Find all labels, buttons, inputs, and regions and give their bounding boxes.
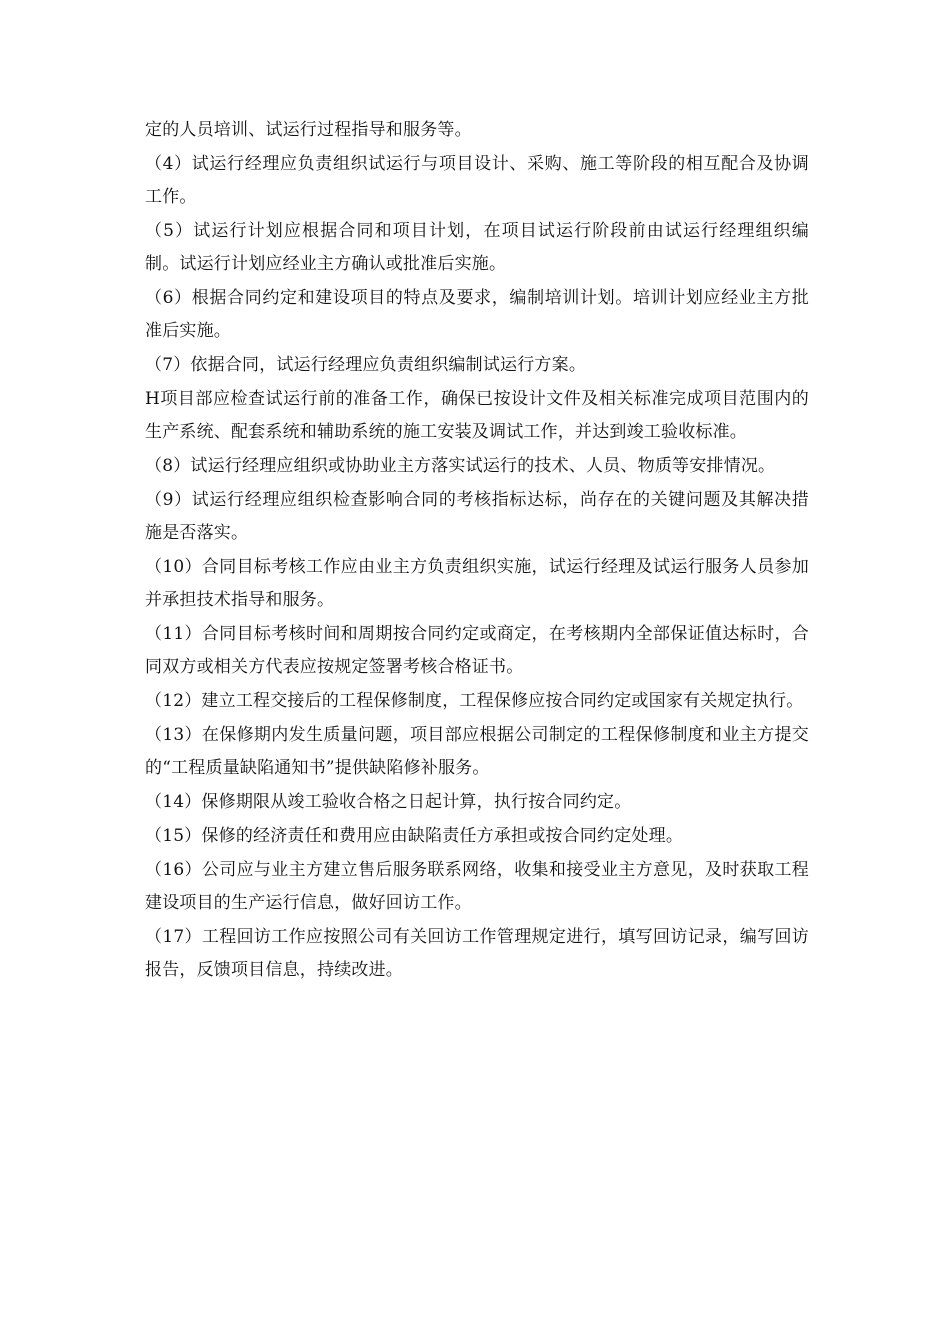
paragraph-item-6: （6）根据合同约定和建设项目的特点及要求，编制培训计划。培训计划应经业主方批准后实施。 — [145, 288, 809, 341]
paragraph-item-12: （12）建立工程交接后的工程保修制度，工程保修应按合同约定或国家有关规定执行。 — [145, 691, 804, 711]
paragraph-item-11: （11）合同目标考核时间和周期按合同约定或商定，在考核期内全部保证值达标时，合同双方或相关方代表应按规定签署考核合格证书。 — [145, 624, 809, 677]
paragraph-item-8: （8）试运行经理应组织或协助业主方落实试运行的技术、人员、物质等安排情况。 — [145, 456, 776, 476]
document-body — [145, 114, 809, 988]
paragraph-item-9: （9）试运行经理应组织检查影响合同的考核指标达标，尚存在的关键问题及其解决措施是否落实。 — [145, 490, 809, 543]
paragraph-item-14: （14）保修期限从竣工验收合格之日起计算，执行按合同约定。 — [145, 792, 632, 812]
paragraph-item-16: （16）公司应与业主方建立售后服务联系网络，收集和接受业主方意见，及时获取工程建设项目的生产运行信息，做好回访工作。 — [145, 860, 809, 913]
paragraph-item-13: （13）在保修期内发生质量问题，项目部应根据公司制定的工程保修制度和业主方提交的“工程质量缺陷通知书”提供缺陷修补服务。 — [145, 725, 809, 778]
paragraph-item-7: （7）依据合同，试运行经理应负责组织编制试运行方案。 — [145, 355, 587, 375]
paragraph-item-17: （17）工程回访工作应按照公司有关回访工作管理规定进行，填写回访记录，编写回访报告，反馈项目信息，持续改进。 — [145, 927, 809, 980]
paragraph-h: H项目部应检查试运行前的准备工作，确保已按设计文件及相关标准完成项目范围内的生产系统、配套系统和辅助系统的施工安装及调试工作，并达到竣工验收标准。 — [145, 389, 809, 442]
paragraph-item-5: （5）试运行计划应根据合同和项目计划，在项目试运行阶段前由试运行经理组织编制。试运行计划应经业主方确认或批准后实施。 — [145, 221, 809, 274]
paragraph-item-10: （10）合同目标考核工作应由业主方负责组织实施，试运行经理及试运行服务人员参加并承担技术指导和服务。 — [145, 557, 809, 610]
paragraph-item-4: （4）试运行经理应负责组织试运行与项目设计、采购、施工等阶段的相互配合及协调工作。 — [145, 154, 809, 207]
paragraph-item-15: （15）保修的经济责任和费用应由缺陷责任方承担或按合同约定处理。 — [145, 826, 684, 846]
paragraph-1: 定的人员培训、试运行过程指导和服务等。 — [145, 120, 472, 140]
